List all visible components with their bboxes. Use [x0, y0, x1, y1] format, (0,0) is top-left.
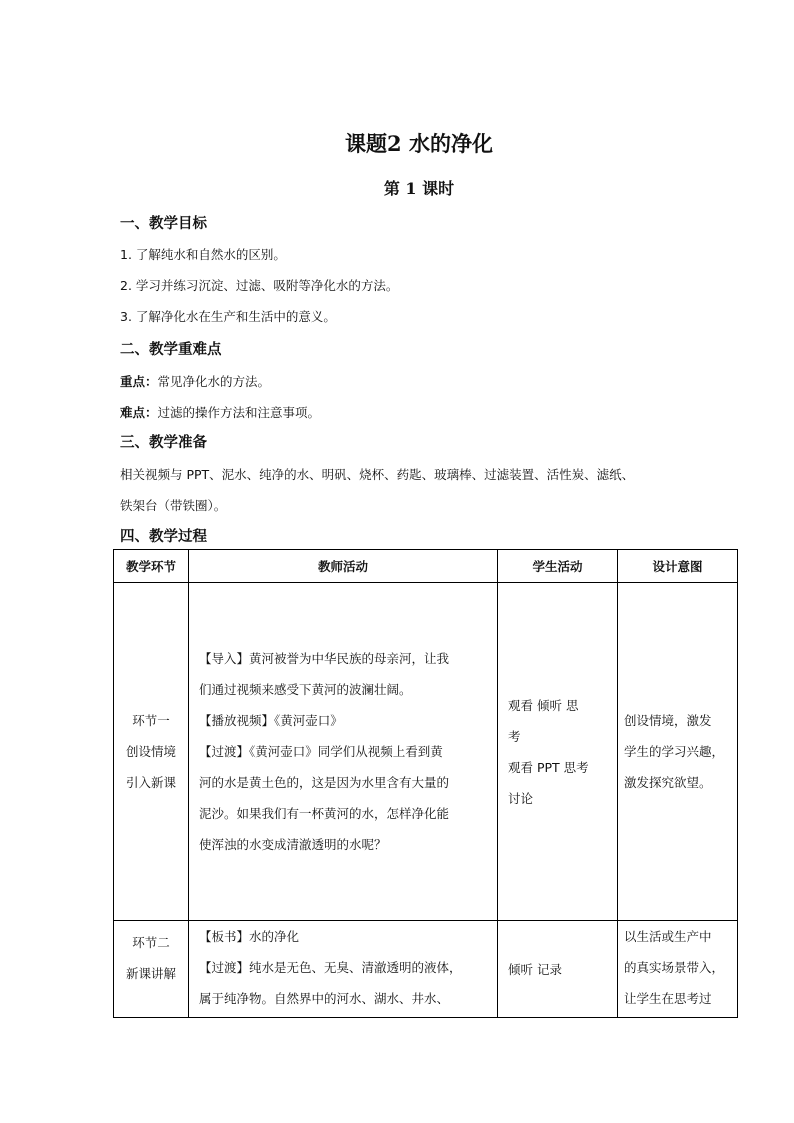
difficult-point-label: 难点：: [120, 405, 158, 420]
key-point-label: 重点：: [120, 374, 158, 389]
section-heading-objectives: 一、教学目标: [120, 216, 207, 232]
student-line: 讨论: [508, 790, 534, 806]
intent-line: 激发探究欲望。: [624, 775, 712, 790]
objective-item: 3. 了解净化水在生产和生活中的意义。: [120, 309, 336, 324]
student-line: 观看 倾听 思: [508, 697, 579, 713]
student-line: 考: [508, 728, 521, 744]
key-point: [120, 372, 270, 390]
objective-item: 2. 学习并练习沉淀、过滤、吸附等净化水的方法。: [120, 278, 399, 293]
student-activity-cell: [498, 583, 618, 921]
design-intent-cell: [618, 583, 738, 921]
intent-line: 以生活或生产中: [624, 929, 712, 944]
teacher-line: 【过渡】纯水是无色、无臭、清澈透明的液体，: [199, 960, 462, 975]
difficult-point: [120, 403, 320, 421]
section-heading-keypoints: 二、教学重难点: [120, 342, 222, 358]
stage-line: 环节二: [132, 935, 170, 950]
header-stage: 教学环节: [114, 550, 189, 583]
stage-cell: [114, 583, 189, 921]
teacher-activity-cell: [189, 921, 498, 1018]
table-row: [114, 921, 738, 1018]
page-subtitle: 第 1 课时: [383, 179, 455, 198]
table-header-row: [114, 550, 738, 583]
header-teacher: 教师活动: [189, 550, 498, 583]
table-row: [114, 583, 738, 921]
preparation-line: 相关视频与 PPT、泥水、纯净的水、明矾、烧杯、药匙、玻璃棒、过滤装置、活性炭、滤纸、: [120, 467, 635, 482]
teacher-line: 泥沙。如果我们有一杯黄河的水，怎样净化能: [199, 806, 450, 821]
section-heading-preparation: 三、教学准备: [120, 435, 207, 451]
design-intent-cell: [618, 921, 738, 1018]
objective-item: 1. 了解纯水和自然水的区别。: [120, 247, 286, 262]
teacher-line: 【过渡】《黄河壶口》同学们从视频上看到黄: [199, 744, 443, 759]
stage-line: 创设情境: [125, 744, 176, 759]
difficult-point-text: 过滤的操作方法和注意事项。: [157, 405, 321, 420]
stage-line: 环节一: [132, 713, 170, 728]
teacher-line: 使浑浊的水变成清澈透明的水呢？: [199, 837, 387, 852]
key-point-text: 常见净化水的方法。: [157, 374, 271, 389]
teacher-line: 属于纯净物。自然界中的河水、湖水、井水、: [199, 991, 450, 1006]
preparation-line: 铁架台（带铁圈）。: [120, 498, 227, 513]
intent-line: 让学生在思考过: [624, 991, 712, 1006]
stage-line: 引入新课: [125, 775, 176, 790]
teacher-line: 【播放视频】《黄河壶口》: [199, 713, 343, 728]
process-table: [113, 549, 738, 1018]
section-heading-process: 四、教学过程: [120, 529, 207, 545]
teacher-line: 【板书】水的净化: [199, 929, 300, 944]
stage-line: 新课讲解: [125, 966, 176, 981]
header-student: 学生活动: [498, 550, 618, 583]
intent-line: 学生的学习兴趣，: [624, 744, 725, 759]
page-title: 课题2 水的净化: [345, 131, 493, 156]
teacher-line: 【导入】黄河被誉为中华民族的母亲河，让我: [199, 651, 450, 666]
intent-line: 创设情境，激发: [624, 713, 712, 728]
student-line: 倾听 记录: [508, 961, 562, 977]
intent-line: 的真实场景带入，: [624, 960, 725, 975]
teacher-line: 们通过视频来感受下黄河的波澜壮阔。: [199, 682, 412, 697]
student-activity-cell: [498, 921, 618, 1018]
stage-cell: [114, 921, 189, 1018]
teacher-line: 河的水是黄土色的，这是因为水里含有大量的: [199, 775, 450, 790]
header-intent: 设计意图: [618, 550, 738, 583]
teacher-activity-cell: [189, 583, 498, 921]
student-line: 观看 PPT 思考: [508, 759, 589, 775]
